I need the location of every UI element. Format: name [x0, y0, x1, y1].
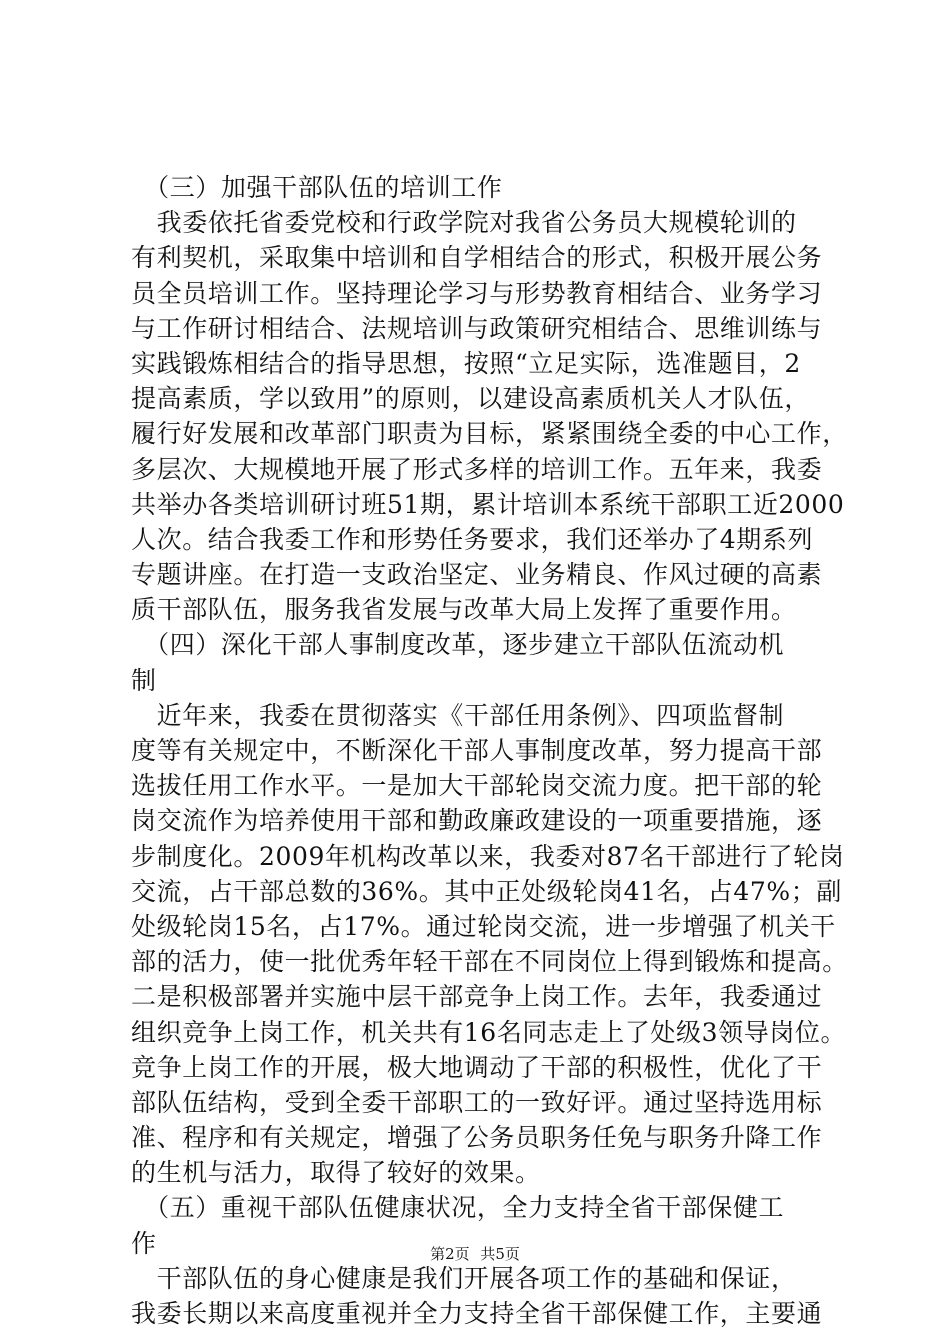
- page-number: 第2页: [430, 1245, 470, 1263]
- text-line: 干部队伍的身心健康是我们开展各项工作的基础和保证，: [131, 1263, 797, 1293]
- text-line: 多层次、大规模地开展了形式多样的培训工作。五年来，我委: [131, 454, 823, 484]
- text-line: （四）深化干部人事制度改革，逐步建立干部队伍流动机: [131, 630, 785, 660]
- text-line: 共举办各类培训研讨班51期，累计培训本系统干部职工近2000: [131, 489, 845, 519]
- text-line: 履行好发展和改革部门职责为目标，紧紧围绕全委的中心工作，: [131, 419, 848, 449]
- text-line: 作: [131, 1228, 157, 1258]
- text-line: 人次。结合我委工作和形势任务要求，我们还举办了4期系列: [131, 524, 814, 554]
- text-line: 度等有关规定中，不断深化干部人事制度改革，努力提高干部: [131, 736, 823, 765]
- text-line: 竞争上岗工作的开展，极大地调动了干部的积极性，优化了干: [131, 1052, 823, 1082]
- text-line: 有利契机，采取集中培训和自学相结合的形式，积极开展公务: [131, 243, 823, 273]
- text-line: 制: [131, 665, 157, 695]
- text-line: 部队伍结构，受到全委干部职工的一致好评。通过坚持选用标: [131, 1087, 823, 1117]
- text-line: 与工作研讨相结合、法规培训与政策研究相结合、思维训练与: [131, 313, 823, 343]
- text-line: 实践锻炼相结合的指导思想，按照“立足实际，选准题目，2: [131, 348, 801, 378]
- document-body: [131, 170, 848, 1331]
- text-line: 准、程序和有关规定，增强了公务员职务任免与职务升降工作: [131, 1123, 823, 1153]
- text-line: （三）加强干部队伍的培训工作: [131, 173, 503, 202]
- text-line: 处级轮岗15名，占17%。通过轮岗交流，进一步增强了机关干: [131, 911, 836, 941]
- text-line: 提高素质，学以致用”的原则，以建设高素质机关人才队伍，: [131, 384, 810, 414]
- text-line: （五）重视干部队伍健康状况，全力支持全省干部保健工: [131, 1193, 785, 1223]
- text-line: 专题讲座。在打造一支政治坚定、业务精良、作风过硬的高素: [131, 560, 823, 590]
- text-line: 选拔任用工作水平。一是加大干部轮岗交流力度。把干部的轮: [131, 771, 823, 801]
- text-line: 我委依托省委党校和行政学院对我省公务员大规模轮训的: [131, 208, 797, 238]
- text-line: 岗交流作为培养使用干部和勤政廉政建设的一项重要措施，逐: [131, 806, 823, 836]
- page-total: 共5页: [480, 1245, 520, 1263]
- text-line: 部的活力，使一批优秀年轻干部在不同岗位上得到锻炼和提高。: [131, 947, 848, 977]
- text-line: 质干部队伍，服务我省发展与改革大局上发挥了重要作用。: [131, 595, 797, 625]
- text-line: 近年来，我委在贯彻落实《干部任用条例》、四项监督制: [131, 700, 785, 730]
- text-line: 员全员培训工作。坚持理论学习与形势教育相结合、业务学习: [131, 278, 823, 308]
- page-footer: [0, 1244, 950, 1264]
- text-line: 组织竞争上岗工作，机关共有16名同志走上了处级3领导岗位。: [131, 1017, 847, 1047]
- text-line: 交流，占干部总数的36%。其中正处级轮岗41名，占47%；副: [131, 876, 842, 906]
- text-line: 的生机与活力，取得了较好的效果。: [131, 1158, 541, 1188]
- text-line: 步制度化。2009年机构改革以来，我委对87名干部进行了轮岗: [131, 841, 845, 871]
- text-line: 二是积极部署并实施中层干部竞争上岗工作。去年，我委通过: [131, 982, 823, 1012]
- text-line: 我委长期以来高度重视并全力支持全省干部保健工作，主要通: [131, 1299, 823, 1328]
